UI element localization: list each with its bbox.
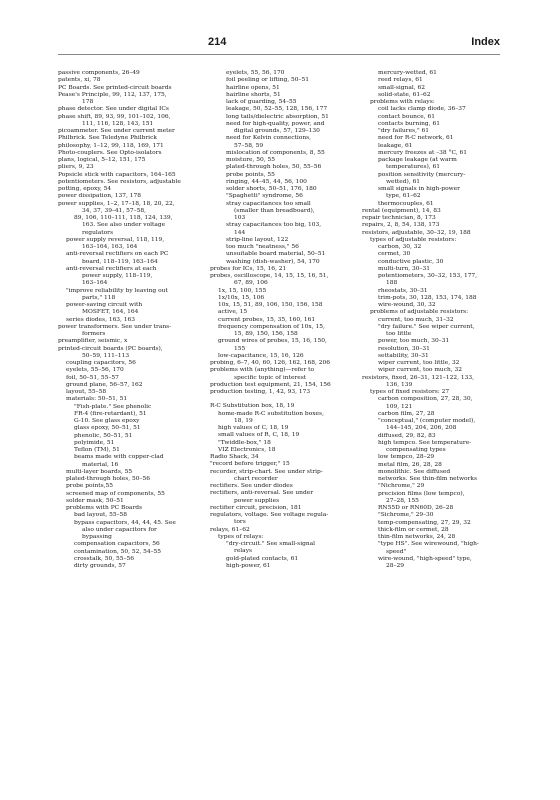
index-entry: printed-circuit boards (PC boards), [58, 345, 163, 352]
index-entry: preamplifier, seismic, x [58, 338, 128, 345]
index-entry: rectifiers, anti-reversal. See under [210, 490, 314, 497]
index-entry: plans, logical, 5–12, 151, 175 [58, 157, 146, 163]
index-entry: wiper current, too little, 32 [378, 360, 460, 366]
index-entry: solder shorts, 50–51, 176, 180 [226, 186, 317, 192]
index-entry: wire-wound, "high-speed" type, [378, 555, 472, 562]
index-entry: mercury-wetted, 61 [378, 70, 437, 76]
index-entry: 155 [234, 345, 246, 352]
index-entry: R-C Substitution box, 18, 19 [210, 403, 295, 410]
index-entry: hairline opens, 51 [226, 84, 280, 91]
index-entry: PC Boards. See printed-circuit boards [58, 84, 172, 91]
index-entry: "Sichrome," 29–30 [378, 512, 434, 519]
index-entry: active, 15 [218, 309, 248, 316]
index-entry: coupling capacitors, 56 [66, 360, 136, 366]
index-entry: Radio Shack, 34 [210, 454, 259, 460]
index-entry: current probes, 15, 35, 160, 161 [218, 316, 316, 323]
index-entry: FR-4 (fire-retardant), 51 [74, 410, 147, 417]
index-entry: diffused, 29, 82, 83 [378, 432, 436, 439]
index-entry: rheostats, 30–31 [378, 287, 428, 294]
index-entry: specific topic of interest [234, 374, 307, 381]
index-entry: gold-plated contacts, 61 [226, 555, 299, 562]
index-entry: 28–29 [386, 563, 404, 569]
index-column-1 [58, 70, 208, 570]
index-entry: ground wires of probes, 15, 16, 150, [218, 338, 327, 345]
index-entry: "type HS". See wirewound, "high- [378, 541, 479, 548]
index-entry: strip-line layout, 122 [226, 236, 289, 243]
index-entry: 27–28, 155 [386, 497, 419, 504]
index-entry: repair technician, 8, 173 [362, 215, 436, 221]
index-entry: power dissipation, 137, 178 [58, 193, 141, 200]
index-entry: 1x/10x, 15, 106 [218, 294, 265, 301]
index-entry: plated-through holes, 50–56 [66, 476, 150, 482]
index-column-2 [210, 70, 360, 570]
index-entry: types of fixed resistors: 27 [370, 389, 450, 395]
index-entry: need for high-quality, power, and [226, 120, 325, 127]
header-rule [58, 54, 500, 55]
index-entry: small-signal, 62 [378, 84, 425, 91]
index-entry: ringing, 44–45, 44, 56, 100 [226, 178, 307, 185]
index-entry: anti-reversal rectifiers at each [66, 265, 157, 272]
index-entry: "Fish-plate." See phenolic [74, 403, 152, 410]
index-entry: types of adjustable resistors: [370, 236, 457, 243]
index-entry: relays [234, 548, 253, 555]
index-entry: hairline shorts, 51 [226, 91, 281, 98]
index-entry: probe points, 55 [226, 171, 275, 178]
index-entry: power supply, 118–119, [82, 273, 153, 279]
index-entry: 1x, 15, 100, 155 [218, 287, 267, 294]
index-entry: speed" [386, 548, 407, 555]
index-entry: problems with PC Boards [66, 505, 143, 511]
index-entry: low-capacitance, 15, 16, 126 [218, 352, 304, 359]
index-entry: passive components, 26–49 [58, 70, 140, 76]
index-entry: rectifiers. See under diodes [210, 483, 293, 489]
index-entry: "Nichrome," 29 [378, 483, 425, 490]
index-entry: power-saving circuit with [66, 302, 143, 308]
index-entry: multi-layer boards, 55 [66, 468, 133, 475]
index-entry: foil, 50–51, 55–57 [66, 374, 119, 381]
index-entry: settability, 30–31 [378, 352, 429, 359]
index-entry: patents, xi, 78 [58, 77, 101, 84]
index-entry: high-power, 61 [226, 562, 271, 569]
index-entry: anti-reversal rectifiers on each PC [66, 251, 169, 258]
running-head-title: Index [471, 36, 500, 48]
index-entry: 109, 121 [386, 403, 413, 410]
index-entry: leakage, 50, 52–55, 128, 156, 177 [226, 106, 328, 113]
index-entry: 50–59, 111–113 [82, 352, 130, 359]
index-entry: phase shift, 89, 93, 99, 101–102, 106, [58, 113, 171, 120]
index-entry: home-made R-C substitution boxes, [218, 410, 324, 417]
index-entry: repairs, 2, 8, 54, 138, 173 [362, 222, 440, 229]
index-entry: low tempco, 28–29 [378, 454, 435, 461]
index-entry: contacts burning, 61 [378, 120, 440, 127]
index-entry: board, 118–119, 163–164 [82, 258, 158, 265]
index-entry: high tempco. See temperature- [378, 439, 472, 446]
index-spacer [210, 396, 360, 403]
index-entry: screened map of components, 55 [66, 490, 165, 497]
index-entry: pliers, 9, 23 [58, 164, 94, 171]
index-entry: "Spaghetti" syndrome, 56 [226, 193, 303, 200]
index-entry: 57–58, 59 [234, 142, 264, 149]
index-entry: crosstalk, 50, 55–56 [74, 555, 134, 562]
index-entry: picoammeter. See under current meter [58, 128, 175, 134]
index-entry: probes for ICs, 15, 16, 21 [210, 265, 287, 272]
index-entry: long tails/dielectric absorption, 51 [226, 113, 329, 120]
index-entry: problems of adjustable resistors: [370, 309, 469, 316]
index-entry: potentiometers, 30–32, 153, 177, [378, 273, 478, 279]
index-entry: glass epoxy, 50–51, 51 [74, 425, 141, 432]
index-entry: position sensitivity (mercury- [378, 171, 466, 178]
index-entry: metal film, 26, 28, 28 [378, 461, 442, 468]
index-entry: Teflon (TM), 51 [74, 447, 120, 453]
index-entry: "dry failure." See wiper current, [378, 323, 475, 330]
index-entry: networks. See thin-film networks [378, 476, 478, 482]
index-entry: contact bounce, 61 [378, 113, 435, 120]
index-entry: resolution, 30–31 [378, 345, 430, 352]
index-entry: also under capacitors for [82, 526, 157, 533]
index-entry: formers [82, 331, 106, 337]
index-entry: 136, 139 [386, 381, 413, 388]
index-entry: 18, 19 [234, 417, 253, 424]
index-entry: small signals in high-power [378, 186, 460, 192]
index-entry: 111, 116, 128, 143, 151 [82, 120, 154, 127]
index-entry: wiper current, too much, 32 [378, 367, 463, 374]
index-entry: need for R-C network, 61 [378, 135, 454, 142]
index-entry: 163. See also under voltage [82, 222, 166, 229]
index-entry: production testing, 1, 42, 93, 173 [210, 389, 311, 395]
index-entry: types of relays: [218, 533, 264, 540]
index-entry: 144–145, 204, 206, 208 [386, 425, 457, 432]
index-entry: material, 16 [82, 461, 119, 468]
index-entry: potting, epoxy, 54 [58, 186, 112, 192]
index-entry: precision films (low tempco), [378, 490, 465, 497]
index-entry: multi-turn, 30–31 [378, 265, 430, 272]
index-entry: washing (dish-washer), 54, 170 [226, 258, 320, 265]
index-entry: wetted), 61 [386, 178, 421, 185]
index-entry: 144 [234, 229, 246, 236]
index-entry: chart recorder [234, 475, 278, 482]
index-entry: regulators [82, 229, 114, 236]
index-entry: temperatures), 61 [386, 164, 441, 171]
index-entry: small values of R, C, 18, 19 [218, 432, 300, 439]
index-entry: rental (equipment), 14, 83 [362, 207, 441, 214]
index-entry: power supplies, 1–2, 17–18, 18, 20, 22, [58, 200, 175, 207]
index-entry: 163–164 [82, 280, 108, 287]
index-entry: trim-pots, 30, 128, 153, 174, 188 [378, 294, 477, 301]
index-entry: power, too much, 30–31 [378, 338, 450, 345]
page-header [58, 36, 500, 56]
index-entry: Pease's Principle, 99, 112, 137, 175, [58, 91, 167, 98]
index-entry: type, 61–62 [386, 193, 421, 200]
index-entry: current, too much, 31–32 [378, 316, 454, 323]
index-entry: Popsicle stick with capacitors, 164–165 [58, 171, 176, 178]
index-entry: stray capacitances too small [226, 200, 311, 207]
index-entry: resistors, adjustable, 30–32, 19, 188 [362, 229, 471, 236]
index-entry: moisture, 50, 55 [226, 157, 275, 163]
index-entry: "record before trigger," 15 [210, 461, 290, 468]
index-entry: plated-through holes, 50, 55–56 [226, 164, 322, 171]
index-entry: eyelets, 55–56, 170 [66, 367, 124, 374]
index-entry: carbon, 30, 32 [378, 244, 422, 250]
index-entry: production test equipment, 21, 154, 156 [210, 381, 331, 388]
index-entry: mislocation of components, 8, 55 [226, 149, 325, 156]
index-entry: bypassing [82, 534, 112, 540]
index-entry: probing, 6–7, 40, 60, 126, 162, 168, 206 [210, 360, 330, 366]
index-entry: materials: 50–51, 51 [66, 396, 128, 403]
index-entry: temp-compensating, 27, 29, 32 [378, 519, 471, 526]
index-entry: bad layout, 55–58 [74, 512, 128, 519]
index-entry: thick-film or cermet, 28 [378, 526, 449, 533]
index-entry: problems with relays: [370, 99, 435, 105]
index-entry: 10x, 15, 51, 89, 106, 150, 156, 158 [218, 302, 323, 308]
index-entry: coil lacks clamp diode, 36–37 [378, 106, 466, 113]
index-entry: carbon film, 27, 28 [378, 410, 435, 417]
index-entry: dirty grounds, 57 [74, 563, 126, 569]
index-entry: layout, 55–58 [66, 389, 107, 395]
index-entry: phenolic, 50–51, 51 [74, 432, 133, 439]
index-entry: reed relays, 61 [378, 77, 423, 84]
index-entry: compensation capacitors, 56 [74, 541, 160, 548]
index-entry: philosophy, 1–12, 99, 118, 169, 171 [58, 142, 164, 149]
index-entry: 15, 89, 150, 156, 158 [234, 331, 298, 337]
index-entry: unsuitable board material, 50–51 [226, 251, 326, 258]
index-entry: carbon composition, 27, 28, 30, [378, 396, 473, 403]
index-entry: Photo-couplers. See Opto-isolators [58, 149, 162, 156]
index-entry: "dry failures," 61 [378, 128, 430, 134]
index-entry: 89, 106, 110–111, 118, 124, 139, [74, 215, 173, 221]
index-entry: relays, 61–62 [210, 526, 250, 533]
index-entry: problems with (anything)—refer to [210, 367, 315, 374]
index-entry: "Twiddle-box," 18 [218, 439, 271, 446]
index-entry: beams made with copper-clad [74, 454, 164, 461]
index-entry: parts," 118 [82, 294, 116, 301]
index-entry: "conceptual," (computer model), [378, 418, 476, 424]
index-entry: tors [234, 519, 246, 526]
index-column-3 [362, 70, 512, 570]
index-entry: frequency compensation of 10x, 15, [218, 323, 325, 330]
index-entry: thin-film networks, 24, 28 [378, 534, 456, 540]
index-entry: phase detector. See under digital ICs [58, 106, 169, 113]
index-entry: 188 [386, 280, 398, 287]
index-entry: conductive plastic, 30 [378, 258, 444, 265]
index-entry: bypass capacitors, 44, 44, 45. See [74, 519, 176, 526]
index-entry: leakage, 61 [378, 142, 413, 149]
page-number: 214 [208, 36, 227, 48]
index-entry: compensating types [386, 447, 446, 453]
index-entry: series diodes, 163, 163 [66, 316, 136, 323]
index-entry: power transformers. See under trans- [58, 323, 172, 330]
index-entry: 67, 89, 106 [234, 280, 268, 287]
index-entry: potentiometers. See resistors, adjustable [58, 178, 181, 185]
index-entry: cermet, 30 [378, 251, 411, 258]
index-entry: 34, 37, 39–41, 57–58, [82, 207, 146, 214]
index-entry: 163–164, 163, 164 [82, 244, 138, 250]
index-entry: eyelets, 55, 56, 170 [226, 70, 285, 76]
index-entry: 103 [234, 215, 246, 221]
index-entry: VIZ Electronics, 18 [218, 446, 276, 453]
index-entry: digital grounds, 57, 129–130 [234, 128, 320, 134]
index-entry: high values of C, 18, 19 [218, 425, 289, 431]
index-entry: solder mask, 50–51 [66, 497, 124, 504]
index-entry: too much "neatness," 56 [226, 244, 299, 250]
index-entry: 178 [82, 99, 94, 105]
index-entry: probe points,55 [66, 483, 114, 490]
index-entry: probes, oscilloscope, 14, 15, 15, 16, 51, [210, 273, 329, 279]
index-entry: resistors, fixed, 26–31, 121–122, 133, [362, 374, 474, 381]
index-entry: "improve reliability by leaving out [66, 287, 168, 294]
index-entry: contamination, 50, 52, 54–55 [74, 548, 162, 555]
index-entry: foil peeling or lifting, 50–51 [226, 77, 309, 84]
index-entry: lack of guarding, 54–55 [226, 99, 297, 105]
index-entry: solid-state, 61–62 [378, 91, 431, 98]
index-entry: G-10. See glass epoxy [74, 418, 140, 424]
index-entry: regulators, voltage. See voltage regula- [210, 512, 329, 518]
index-entry: package leakage (at warm [378, 157, 457, 163]
index-entry: rectifier circuit, precision, 181 [210, 504, 302, 511]
index-entry: "dry-circuit." See small-signal [226, 541, 316, 547]
index-entry: need for Kelvin connections, [226, 135, 312, 142]
index-entry: recorder, strip-chart. See under strip- [210, 468, 323, 475]
index-entry: ground plane, 56–57, 162 [66, 381, 143, 388]
index-entry: (smaller than breadboard), [234, 207, 315, 214]
index-entry: wire-wound, 30, 32 [378, 302, 436, 308]
index-entry: monolithic. See diffused [378, 468, 451, 475]
index-entry: mercury freezes at –38 °C, 61 [378, 149, 467, 156]
index-entry: power supplies [234, 497, 280, 504]
index-entry: RN55D or RN60D, 26–28 [378, 505, 454, 511]
index-entry: too little [386, 331, 412, 337]
index-entry: MOSFET, 164, 164 [82, 309, 139, 316]
index-entry: polyimide, 51 [74, 439, 115, 446]
index-entry: Philbrick. See Teledyne Philbrick [58, 135, 157, 142]
index-entry: thermocouples, 61 [378, 200, 434, 207]
index-entry: power supply reversal, 118, 119, [66, 236, 165, 243]
index-entry: stray capacitances too big, 103, [226, 222, 322, 229]
